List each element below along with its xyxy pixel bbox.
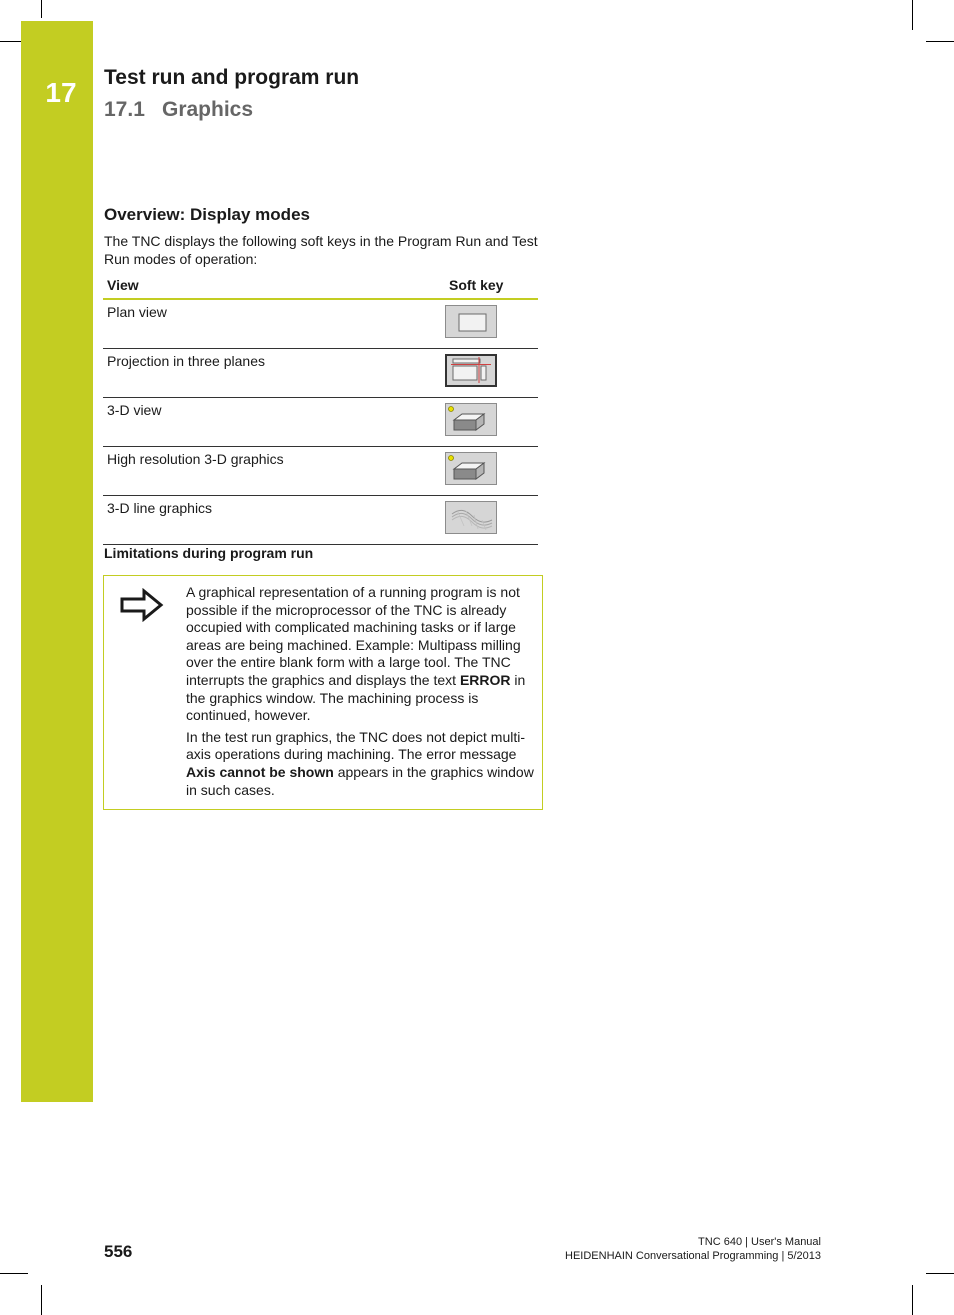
note-box (103, 575, 543, 810)
chapter-sidebar (21, 21, 93, 1102)
note-text-segment: appears in the graphics window in such cases. (186, 763, 534, 798)
crop-mark (0, 41, 22, 42)
plan-view-softkey-icon (445, 305, 497, 338)
note-text-segment: In the test run graphics, the TNC does not depict multi-axis operations during machining. The error message (186, 728, 526, 763)
view-name: 3-D line graphics (103, 496, 445, 545)
3d-view-softkey-icon (445, 403, 497, 436)
limitations-heading: Limitations during program run (104, 545, 314, 561)
table-row (103, 496, 538, 545)
crop-mark (912, 1285, 913, 1315)
note-paragraph (186, 729, 536, 799)
note-text (186, 584, 536, 803)
page-number: 556 (104, 1242, 133, 1261)
view-name: High resolution 3-D graphics (103, 447, 445, 496)
arrow-right-icon (120, 588, 164, 627)
overview-heading: Overview: Display modes (104, 205, 310, 224)
footer-line: HEIDENHAIN Conversational Programming | 5/2013 (565, 1250, 821, 1262)
note-text-segment: A graphical representation of a running program is not possible if the microprocessor of the TNC is already occupied with complicated machining tasks or if large areas are being machined. Example: Multipass milling over the entire blank form with a large tool. The TNC interrupts the graphics and displays the text (186, 584, 521, 688)
column-header-view: View (103, 274, 445, 299)
axis-error-keyword: Axis cannot be shown (186, 763, 334, 780)
column-header-softkey: Soft key (445, 274, 538, 299)
section-number: 17.1 (104, 98, 145, 121)
note-paragraph (186, 584, 536, 725)
crop-mark (41, 0, 42, 18)
3d-line-graphics-softkey-icon (445, 501, 497, 534)
table-row (103, 349, 538, 398)
note-text-segment: in the graphics window. The machining process is continued, however. (186, 671, 526, 724)
view-name: 3-D view (103, 398, 445, 447)
section-title (104, 98, 253, 122)
softkey-table (103, 274, 538, 545)
view-name: Projection in three planes (103, 349, 445, 398)
crop-mark (912, 0, 913, 30)
crop-mark (0, 1273, 28, 1274)
table-header-row (103, 274, 538, 299)
three-planes-softkey-icon (445, 354, 497, 387)
overview-intro: The TNC displays the following soft keys in the Program Run and Test Run modes of operation: (104, 233, 538, 267)
table-row (103, 398, 538, 447)
view-name: Plan view (103, 299, 445, 349)
chapter-number: 17 (45, 77, 77, 108)
error-keyword: ERROR (459, 671, 511, 688)
chapter-title: Test run and program run (104, 66, 360, 89)
table-row (103, 299, 538, 349)
footer-line: TNC 640 | User's Manual (698, 1236, 821, 1248)
footer-info (565, 1235, 821, 1263)
table-row (103, 447, 538, 496)
crop-mark (926, 1273, 954, 1274)
crop-mark (41, 1285, 42, 1315)
high-res-3d-softkey-icon (445, 452, 497, 485)
crop-mark (926, 41, 954, 42)
section-name: Graphics (162, 98, 254, 121)
